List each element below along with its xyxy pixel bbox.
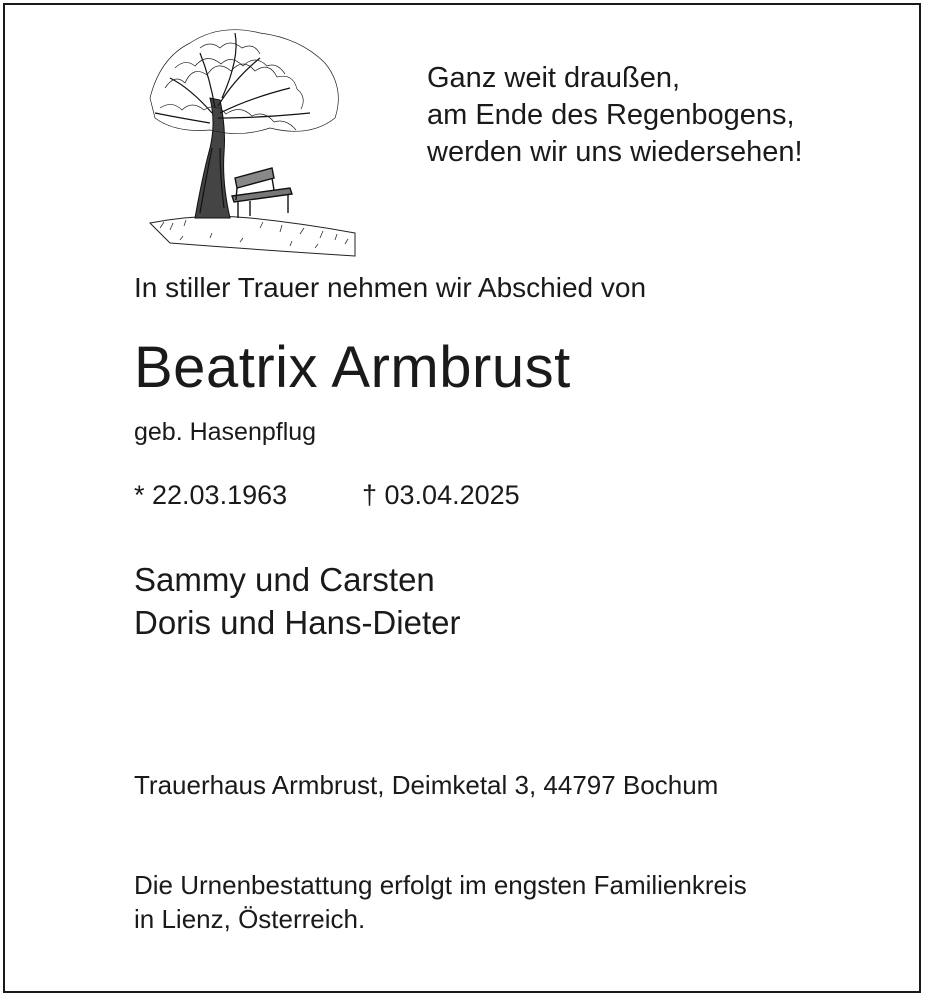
quote-line: Ganz weit draußen,	[427, 62, 681, 94]
burial-note-line: in Lienz, Österreich.	[134, 904, 366, 934]
mourner-line: Sammy und Carsten	[134, 561, 435, 598]
mourner-line: Doris und Hans-Dieter	[134, 604, 461, 641]
mourners-list	[134, 558, 460, 644]
quote-verse	[427, 60, 803, 171]
intro-text: In stiller Trauer nehmen wir Abschied von	[134, 272, 647, 303]
maiden-name: geb. Hasenpflug	[134, 418, 317, 446]
burial-note-line: Die Urnenbestattung erfolgt im engsten Familienkreis	[134, 870, 747, 900]
quote-line: werden wir uns wiedersehen!	[427, 136, 803, 168]
life-dates	[134, 480, 520, 511]
deceased-name: Beatrix Armbrust	[134, 335, 571, 400]
death-date: † 03.04.2025	[362, 480, 520, 510]
mourning-house-address: Trauerhaus Armbrust, Deimketal 3, 44797 Bochum	[134, 770, 719, 800]
birth-date: * 22.03.1963	[134, 480, 288, 510]
quote-line: am Ende des Regenbogens,	[427, 99, 795, 131]
burial-note	[134, 868, 747, 936]
tree-with-bench-icon	[140, 18, 362, 258]
